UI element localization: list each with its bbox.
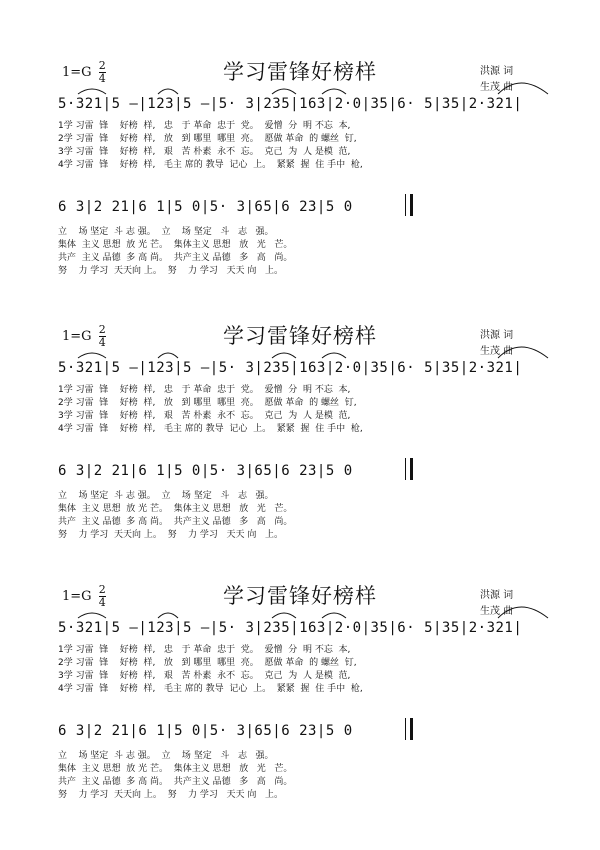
lyric-line: 3学 习雷 锋 好榜 样, 艰 苦 朴素 永不 忘。 克己 为 人 是模 范,: [58, 147, 351, 157]
lyric-line: 4学 习雷 锋 好榜 样, 毛主 席的 教导 记心 上。 紧紧 握 住 手中 枪,: [58, 684, 363, 694]
song-title: 学习雷锋好榜样: [223, 324, 377, 348]
lyric-line: 共产 主义 品德 多 高 尚。 共产主义 品德 多 高 尚。: [58, 253, 293, 263]
score-copy-3: [0, 572, 600, 832]
notation-row-1: 5·321|5 –|123|5 –|5· 3|235|163|2·0|35|6· 5|35|2·321|: [58, 360, 523, 376]
lyric-line: 立 场 坚定 斗 志 强。 立 场 坚定 斗 志 强。: [58, 491, 274, 501]
lyric-line: 4学 习雷 锋 好榜 样, 毛主 席的 教导 记心 上。 紧紧 握 住 手中 枪,: [58, 424, 363, 434]
notation-row-1: 5·321|5 –|123|5 –|5· 3|235|163|2·0|35|6· 5|35|2·321|: [58, 96, 523, 112]
lyric-line: 努 力 学习 天天向 上。 努 力 学习 天天 向 上。: [58, 790, 283, 800]
final-barline-thick: [410, 194, 413, 216]
lyrics-block-1: [58, 120, 363, 172]
lyric-line: 2学 习雷 锋 好榜 样, 放 到 哪里 哪里 亮。 愿做 革命 的 螺丝 钉,: [58, 658, 357, 668]
notation-row-2: 6 3|2 21|6 1|5 0|5· 3|65|6 23|5 0: [58, 199, 353, 215]
time-bottom: 4: [98, 596, 106, 609]
lyric-line: 努 力 学习 天天向 上。 努 力 学习 天天 向 上。: [58, 530, 283, 540]
lyric-line: 2学 习雷 锋 好榜 样, 放 到 哪里 哪里 亮。 愿做 革命 的 螺丝 钉,: [58, 398, 357, 408]
key-label: 1=G: [62, 65, 92, 80]
time-top: 2: [98, 59, 106, 72]
lyric-line: 集体 主义 思想 放 光 芒。 集体主义 思想 放 光 芒。: [58, 764, 293, 774]
lyric-line: 1学 习雷 锋 好榜 样, 忠 于 革命 忠于 党。 爱憎 分 明 不忘 本,: [58, 385, 351, 395]
composer-credit: 生茂 曲: [480, 606, 514, 617]
time-bottom: 4: [98, 72, 106, 85]
lyric-line: 3学 习雷 锋 好榜 样, 艰 苦 朴素 永不 忘。 克己 为 人 是模 范,: [58, 671, 351, 681]
lyric-line: 共产 主义 品德 多 高 尚。 共产主义 品德 多 高 尚。: [58, 517, 293, 527]
notation-row-2: 6 3|2 21|6 1|5 0|5· 3|65|6 23|5 0: [58, 723, 353, 739]
song-title: 学习雷锋好榜样: [223, 584, 377, 608]
lyricist-credit: 洪源 词: [480, 590, 514, 601]
lyric-line: 2学 习雷 锋 好榜 样, 放 到 哪里 哪里 亮。 愿做 革命 的 螺丝 钉,: [58, 134, 357, 144]
notation-row-1: 5·321|5 –|123|5 –|5· 3|235|163|2·0|35|6· 5|35|2·321|: [58, 620, 523, 636]
lyrics-block-2: [58, 226, 292, 278]
lyrics-block-2: [58, 750, 292, 802]
lyric-line: 集体 主义 思想 放 光 芒。 集体主义 思想 放 光 芒。: [58, 504, 293, 514]
final-barline-thick: [410, 718, 413, 740]
lyricist-credit: 洪源 词: [480, 66, 514, 77]
lyric-line: 1学 习雷 锋 好榜 样, 忠 于 革命 忠于 党。 爱憎 分 明 不忘 本,: [58, 121, 351, 131]
score-copy-2: [0, 312, 600, 572]
lyricist-credit: 洪源 词: [480, 330, 514, 341]
score-copy-1: [0, 48, 600, 308]
lyric-line: 立 场 坚定 斗 志 强。 立 场 坚定 斗 志 强。: [58, 227, 274, 237]
song-title: 学习雷锋好榜样: [223, 60, 377, 84]
lyrics-block-1: [58, 384, 363, 436]
composer-credit: 生茂 曲: [480, 346, 514, 357]
lyric-line: 3学 习雷 锋 好榜 样, 艰 苦 朴素 永不 忘。 克己 为 人 是模 范,: [58, 411, 351, 421]
lyrics-block-2: [58, 490, 292, 542]
time-bottom: 4: [98, 336, 106, 349]
final-barline-thin: [405, 194, 406, 216]
final-barline-thick: [410, 458, 413, 480]
final-barline-thin: [405, 458, 406, 480]
time-top: 2: [98, 583, 106, 596]
lyric-line: 立 场 坚定 斗 志 强。 立 场 坚定 斗 志 强。: [58, 751, 274, 761]
final-barline-thin: [405, 718, 406, 740]
lyric-line: 1学 习雷 锋 好榜 样, 忠 于 革命 忠于 党。 爱憎 分 明 不忘 本,: [58, 645, 351, 655]
lyric-line: 努 力 学习 天天向 上。 努 力 学习 天天 向 上。: [58, 266, 283, 276]
lyric-line: 集体 主义 思想 放 光 芒。 集体主义 思想 放 光 芒。: [58, 240, 293, 250]
lyrics-block-1: [58, 644, 363, 696]
key-label: 1=G: [62, 329, 92, 344]
notation-row-2: 6 3|2 21|6 1|5 0|5· 3|65|6 23|5 0: [58, 463, 353, 479]
key-label: 1=G: [62, 589, 92, 604]
time-top: 2: [98, 323, 106, 336]
composer-credit: 生茂 曲: [480, 82, 514, 93]
lyric-line: 共产 主义 品德 多 高 尚。 共产主义 品德 多 高 尚。: [58, 777, 293, 787]
lyric-line: 4学 习雷 锋 好榜 样, 毛主 席的 教导 记心 上。 紧紧 握 住 手中 枪,: [58, 160, 363, 170]
